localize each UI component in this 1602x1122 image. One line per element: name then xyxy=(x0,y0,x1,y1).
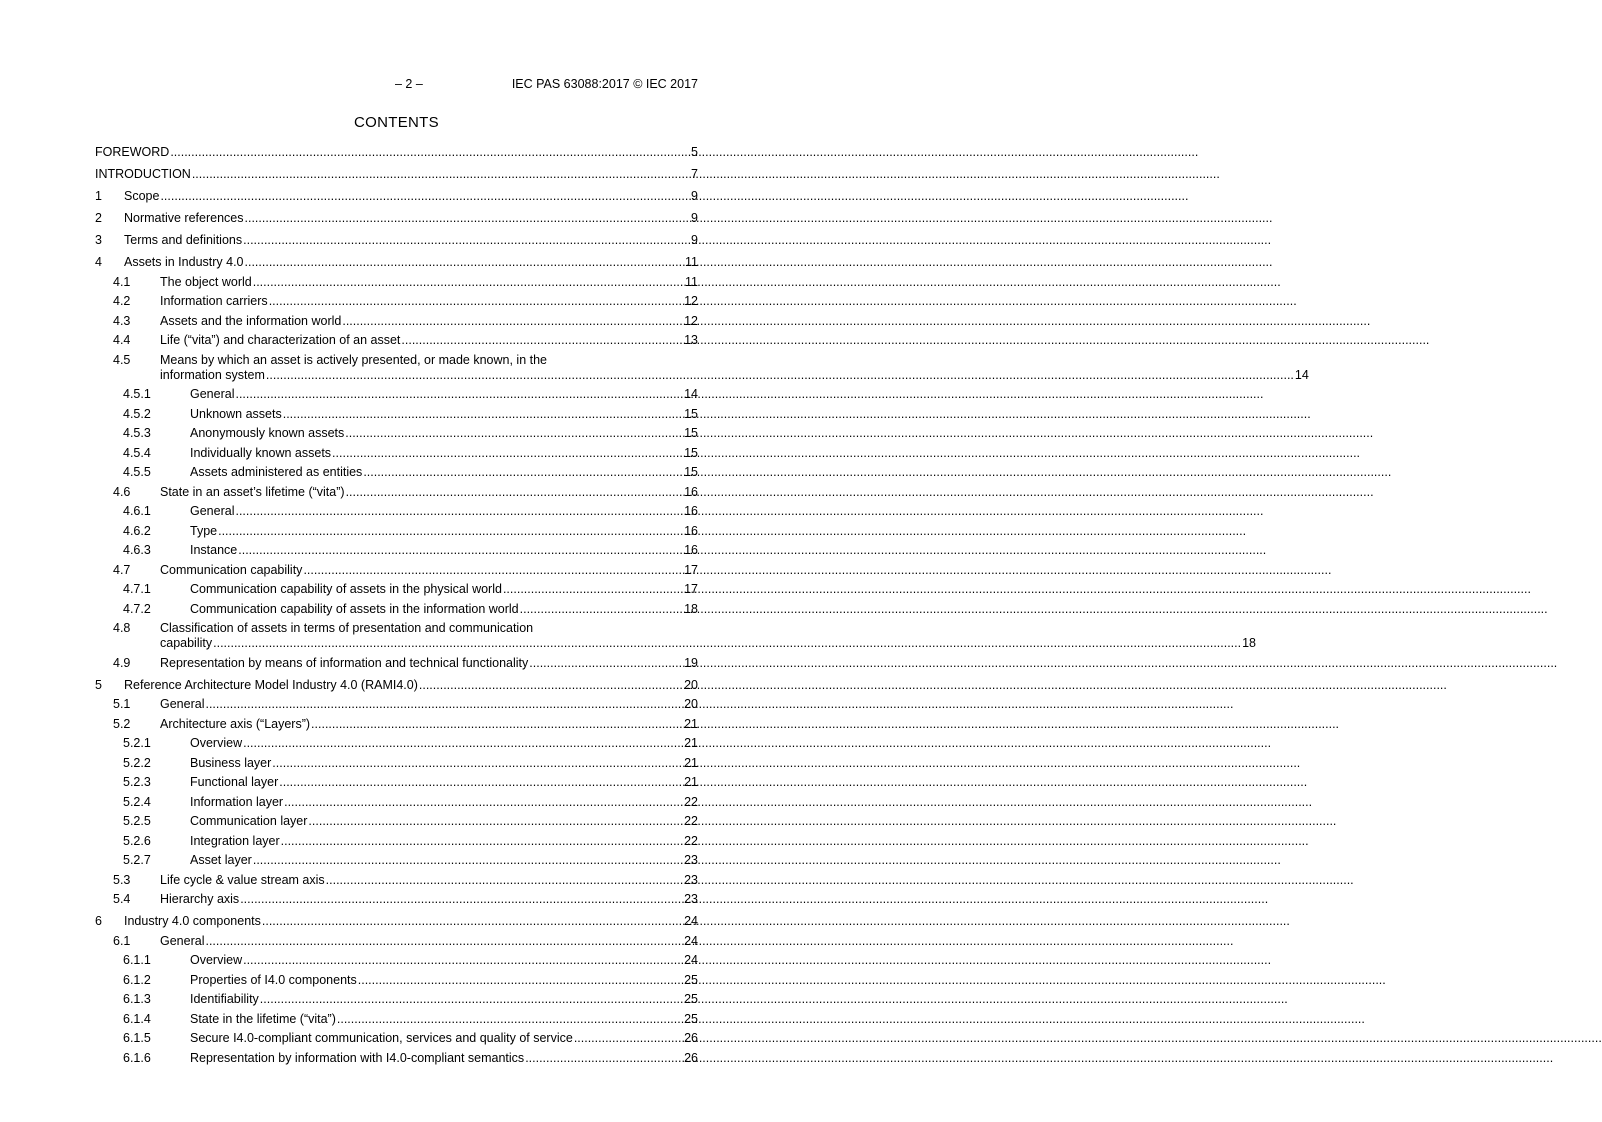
toc-entry-title: Type xyxy=(190,523,218,538)
toc-entry-page: 18 xyxy=(1242,636,1257,650)
toc-entry-title: Communication layer xyxy=(190,814,308,828)
toc-entry[interactable] xyxy=(95,189,698,204)
dot-leader xyxy=(332,446,683,461)
toc-entry[interactable] xyxy=(95,973,698,988)
toc-entry-title: FOREWORD xyxy=(95,145,170,159)
toc-entry-number: 4.6.3 xyxy=(123,543,151,557)
toc-entry-number: 4.1 xyxy=(113,274,131,289)
dot-leader xyxy=(279,775,683,790)
toc-entry[interactable] xyxy=(95,602,698,617)
dot-leader xyxy=(419,678,683,693)
toc-entry-page: 21 xyxy=(684,716,698,731)
toc-entry-title: Individually known assets xyxy=(190,445,332,460)
toc-entry[interactable] xyxy=(95,582,698,597)
dot-leader xyxy=(240,892,683,907)
toc-entry[interactable] xyxy=(95,167,698,182)
toc-entry-title: Asset layer xyxy=(190,853,252,867)
dot-leader xyxy=(235,387,683,402)
toc-entry[interactable] xyxy=(95,446,698,461)
dot-leader xyxy=(205,697,683,712)
toc-entry-title: Anonymously known assets xyxy=(190,426,345,440)
toc-entry-number: 4.7.2 xyxy=(123,601,151,616)
toc-entry-page: 23 xyxy=(684,853,698,867)
dot-leader xyxy=(342,314,683,329)
toc-entry-page: 19 xyxy=(684,655,698,670)
dot-leader xyxy=(269,294,683,309)
dot-leader xyxy=(284,795,683,810)
dot-leader xyxy=(253,275,684,290)
toc-entry-title: Assets and the information world xyxy=(160,313,342,328)
toc-entry-title: General xyxy=(190,504,235,518)
toc-entry-page: 23 xyxy=(684,872,698,887)
toc-entry-number: 1 xyxy=(95,189,102,203)
toc-entry-title: Assets administered as entities xyxy=(190,465,363,479)
dot-leader xyxy=(337,1012,683,1027)
toc-entry-page: 26 xyxy=(684,1031,698,1045)
dot-leader xyxy=(266,368,1294,383)
toc-entry-title: The object world xyxy=(160,274,252,289)
toc-entry[interactable] xyxy=(95,145,698,160)
toc-entry-page: 26 xyxy=(684,1050,698,1065)
table-of-contents xyxy=(95,145,1309,1066)
toc-entry[interactable] xyxy=(95,504,698,519)
toc-entry-number: 4.5.4 xyxy=(123,445,151,460)
toc-entry-page: 15 xyxy=(684,445,698,460)
toc-entry[interactable] xyxy=(95,678,698,693)
dot-leader xyxy=(205,934,683,949)
toc-entry-number: 4.3 xyxy=(113,313,131,328)
page-header xyxy=(95,77,698,93)
toc-entry-page: 16 xyxy=(684,484,698,499)
toc-entry-title: General xyxy=(160,933,205,948)
toc-entry-page: 14 xyxy=(1294,367,1309,382)
toc-entry[interactable] xyxy=(95,352,1309,383)
dot-leader xyxy=(529,656,683,671)
toc-entry-page: 11 xyxy=(685,255,698,269)
toc-entry-number: 4.5.2 xyxy=(123,406,151,421)
toc-entry-title: Communication capability xyxy=(160,562,303,577)
toc-entry-page: 9 xyxy=(691,189,698,203)
toc-entry-number: 4.6 xyxy=(113,484,131,499)
dot-leader xyxy=(238,543,683,558)
toc-entry-page: 25 xyxy=(684,972,698,987)
toc-entry[interactable] xyxy=(95,697,698,712)
dot-leader xyxy=(192,167,690,182)
toc-entry[interactable] xyxy=(95,873,698,888)
toc-entry[interactable] xyxy=(95,736,698,751)
toc-entry-page: 15 xyxy=(684,465,698,479)
toc-entry-number: 4.7 xyxy=(113,562,131,577)
toc-entry[interactable] xyxy=(95,656,698,671)
toc-entry-title: Integration layer xyxy=(190,833,280,848)
toc-entry-page: 24 xyxy=(684,953,698,967)
toc-entry-title: Information carriers xyxy=(160,294,268,308)
toc-entry-number: 2 xyxy=(95,211,102,225)
toc-entry-number: 5.2.6 xyxy=(123,833,151,848)
toc-entry[interactable] xyxy=(95,1031,698,1046)
toc-entry-number: 6.1.4 xyxy=(123,1011,151,1026)
toc-entry[interactable] xyxy=(95,387,698,402)
toc-entry-title: Representation by means of information and technical functionality xyxy=(160,655,529,670)
toc-entry[interactable] xyxy=(95,233,698,248)
toc-entry-page: 22 xyxy=(684,794,698,809)
dot-leader xyxy=(326,873,683,888)
toc-entry[interactable] xyxy=(95,621,1257,651)
toc-entry-number: 4.6.1 xyxy=(123,504,151,518)
toc-entry[interactable] xyxy=(95,407,698,422)
toc-entry-page: 21 xyxy=(684,755,698,770)
toc-entry-page: 5 xyxy=(691,145,698,159)
toc-entry-page: 18 xyxy=(684,601,698,616)
toc-entry-page: 14 xyxy=(684,387,698,401)
toc-entry-title: Architecture axis (“Layers”) xyxy=(160,716,311,731)
toc-entry-title: Overview xyxy=(190,736,243,750)
toc-entry-number: 6.1.1 xyxy=(123,953,151,967)
dot-leader xyxy=(345,426,683,441)
toc-entry-number: 4.5.5 xyxy=(123,465,151,479)
toc-entry-number: 6.1.3 xyxy=(123,992,151,1006)
toc-entry[interactable] xyxy=(95,275,698,290)
toc-entry-title: Assets in Industry 4.0 xyxy=(124,255,244,269)
toc-entry-page: 24 xyxy=(684,914,698,928)
toc-entry-number: 6.1.6 xyxy=(123,1050,151,1065)
toc-entry-title: Scope xyxy=(124,189,160,203)
toc-entry-title: Secure I4.0-compliant communication, services and quality of service xyxy=(190,1031,573,1045)
toc-entry-title: Hierarchy axis xyxy=(160,892,240,906)
toc-entry-title: Communication capability of assets in the information world xyxy=(190,601,519,616)
toc-entry-page: 22 xyxy=(684,833,698,848)
dot-leader xyxy=(245,255,685,270)
toc-entry-page: 13 xyxy=(684,333,698,347)
toc-entry[interactable] xyxy=(95,756,698,771)
toc-entry-title: State in an asset’s lifetime (“vita”) xyxy=(160,484,345,499)
toc-entry-number: 4.7.1 xyxy=(123,582,151,596)
toc-entry-number: 6.1 xyxy=(113,933,131,948)
toc-entry-page: 16 xyxy=(684,543,698,557)
dot-leader xyxy=(260,992,683,1007)
dot-leader xyxy=(262,914,683,929)
dot-leader xyxy=(503,582,683,597)
toc-entry-number: 5.2.2 xyxy=(123,755,151,770)
toc-entry-number: 4.6.2 xyxy=(123,523,151,538)
dot-leader xyxy=(303,563,683,578)
toc-entry[interactable] xyxy=(95,524,698,539)
toc-entry[interactable] xyxy=(95,211,698,226)
toc-entry[interactable] xyxy=(95,255,698,270)
toc-entry-title: Industry 4.0 components xyxy=(124,914,261,928)
dot-leader xyxy=(235,504,683,519)
dot-leader xyxy=(401,333,683,348)
dot-leader xyxy=(243,736,683,751)
toc-entry-title: Terms and definitions xyxy=(124,233,243,247)
dot-leader xyxy=(574,1031,683,1046)
page-title: CONTENTS xyxy=(354,114,439,131)
toc-entry-title: Representation by information with I4.0-compliant semantics xyxy=(190,1050,525,1065)
toc-entry[interactable] xyxy=(95,485,698,500)
toc-entry-number: 6.1.5 xyxy=(123,1031,151,1045)
toc-entry-page: 12 xyxy=(684,294,698,308)
dot-leader xyxy=(358,973,683,988)
toc-entry[interactable] xyxy=(95,992,698,1007)
toc-entry-page: 22 xyxy=(684,814,698,828)
toc-entry-page: 9 xyxy=(691,233,698,247)
toc-entry-number: 5.2.3 xyxy=(123,775,151,789)
toc-entry-page: 25 xyxy=(684,1011,698,1026)
toc-entry-title: Information layer xyxy=(190,794,284,809)
toc-entry-page: 9 xyxy=(691,211,698,225)
dot-leader xyxy=(213,636,1241,651)
toc-entry[interactable] xyxy=(95,1012,698,1027)
dot-leader xyxy=(170,145,690,160)
toc-entry[interactable] xyxy=(95,834,698,849)
toc-entry-number: 4.2 xyxy=(113,294,131,308)
toc-entry[interactable] xyxy=(95,543,698,558)
dot-leader xyxy=(520,602,683,617)
toc-entry-number: 5.2 xyxy=(113,716,131,731)
toc-entry-title: Life cycle & value stream axis xyxy=(160,872,325,887)
toc-entry-number: 5.2.1 xyxy=(123,736,151,750)
toc-entry[interactable] xyxy=(95,294,698,309)
dot-leader xyxy=(346,485,684,500)
toc-entry-number: 5.4 xyxy=(113,892,131,906)
toc-entry-page: 20 xyxy=(684,697,698,711)
toc-entry-number: 5.2.4 xyxy=(123,794,151,809)
page-number: – 2 – xyxy=(395,77,423,91)
toc-entry-title: State in the lifetime (“vita”) xyxy=(190,1011,336,1026)
toc-entry-page: 21 xyxy=(684,775,698,789)
dot-leader xyxy=(363,465,683,480)
toc-entry[interactable] xyxy=(95,426,698,441)
toc-entry-title: Reference Architecture Model Industry 4.0 (RAMI4.0) xyxy=(124,677,418,692)
toc-entry-page: 23 xyxy=(684,892,698,906)
toc-entry-number: 4.5.3 xyxy=(123,426,151,440)
toc-entry-page: 16 xyxy=(684,523,698,538)
dot-leader xyxy=(253,853,683,868)
toc-entry-number: 4.8 xyxy=(113,621,131,635)
toc-entry-title: Communication capability of assets in the physical world xyxy=(190,582,502,596)
toc-entry-page: 11 xyxy=(685,274,698,289)
dot-leader xyxy=(311,717,683,732)
toc-entry[interactable] xyxy=(95,465,698,480)
toc-entry-page: 7 xyxy=(691,167,698,181)
toc-entry-page: 25 xyxy=(684,992,698,1006)
toc-entry-number: 5.1 xyxy=(113,697,131,711)
toc-entry-title: Business layer xyxy=(190,755,272,770)
toc-entry-title: Normative references xyxy=(124,211,244,225)
toc-entry-title: Life (“vita”) and characterization of an asset xyxy=(160,333,401,347)
toc-entry[interactable] xyxy=(95,892,698,907)
toc-entry-number: 4.9 xyxy=(113,655,131,670)
dot-leader xyxy=(160,189,690,204)
toc-entry-page: 20 xyxy=(684,677,698,692)
toc-entry[interactable] xyxy=(95,814,698,829)
toc-entry-page: 21 xyxy=(684,736,698,750)
toc-entry[interactable] xyxy=(95,934,698,949)
toc-entry-title: Functional layer xyxy=(190,775,279,789)
dot-leader xyxy=(243,233,690,248)
document-reference: IEC PAS 63088:2017 © IEC 2017 xyxy=(511,77,698,91)
toc-entry[interactable] xyxy=(95,333,698,348)
toc-entry-number: 5.3 xyxy=(113,872,131,887)
toc-entry-title: General xyxy=(190,387,235,401)
dot-leader xyxy=(243,953,683,968)
toc-entry-title: Instance xyxy=(190,543,238,557)
toc-entry-number: 5.2.7 xyxy=(123,853,151,867)
toc-entry-title: Identifiability xyxy=(190,992,259,1006)
toc-entry-number: 5 xyxy=(95,677,102,692)
toc-entry-page: 15 xyxy=(684,406,698,421)
toc-entry-number: 4.5 xyxy=(113,352,131,367)
toc-entry-page: 12 xyxy=(684,313,698,328)
toc-entry-title: Overview xyxy=(190,953,243,967)
toc-entry-number: 6 xyxy=(95,914,102,928)
toc-entry[interactable] xyxy=(95,795,698,810)
toc-entry-title: Means by which an asset is actively presented, or made known, in the xyxy=(160,352,548,367)
toc-entry-page: 16 xyxy=(684,504,698,518)
toc-entry-number: 4 xyxy=(95,255,102,269)
toc-entry-title: INTRODUCTION xyxy=(95,167,191,181)
toc-entry-number: 6.1.2 xyxy=(123,972,151,987)
dot-leader xyxy=(218,524,683,539)
toc-entry-number: 4.4 xyxy=(113,333,131,347)
toc-entry[interactable] xyxy=(95,717,698,732)
toc-entry-number: 4.5.1 xyxy=(123,387,151,401)
toc-entry[interactable] xyxy=(95,563,698,578)
toc-entry[interactable] xyxy=(95,853,698,868)
toc-entry[interactable] xyxy=(95,314,698,329)
toc-entry[interactable] xyxy=(95,1051,698,1066)
toc-entry[interactable] xyxy=(95,953,698,968)
dot-leader xyxy=(308,814,683,829)
toc-entry-page: 15 xyxy=(684,426,698,440)
dot-leader xyxy=(245,211,691,226)
toc-entry-page: 24 xyxy=(684,933,698,948)
toc-entry-title: General xyxy=(160,697,205,711)
toc-entry-page: 17 xyxy=(684,582,698,596)
toc-entry-title: Classification of assets in terms of presentation and communication xyxy=(160,621,534,635)
toc-entry-number: 3 xyxy=(95,233,102,247)
toc-entry[interactable] xyxy=(95,914,698,929)
toc-entry-title: Properties of I4.0 components xyxy=(190,972,357,987)
dot-leader xyxy=(283,407,683,422)
toc-entry-title: Unknown assets xyxy=(190,406,282,421)
toc-entry-page: 17 xyxy=(684,562,698,577)
toc-entry-title-continued: capability xyxy=(160,636,213,650)
dot-leader xyxy=(272,756,683,771)
toc-entry[interactable] xyxy=(95,775,698,790)
toc-entry-title-continued: information system xyxy=(160,367,265,382)
dot-leader xyxy=(281,834,683,849)
toc-entry-number: 5.2.5 xyxy=(123,814,151,828)
dot-leader xyxy=(525,1051,683,1066)
